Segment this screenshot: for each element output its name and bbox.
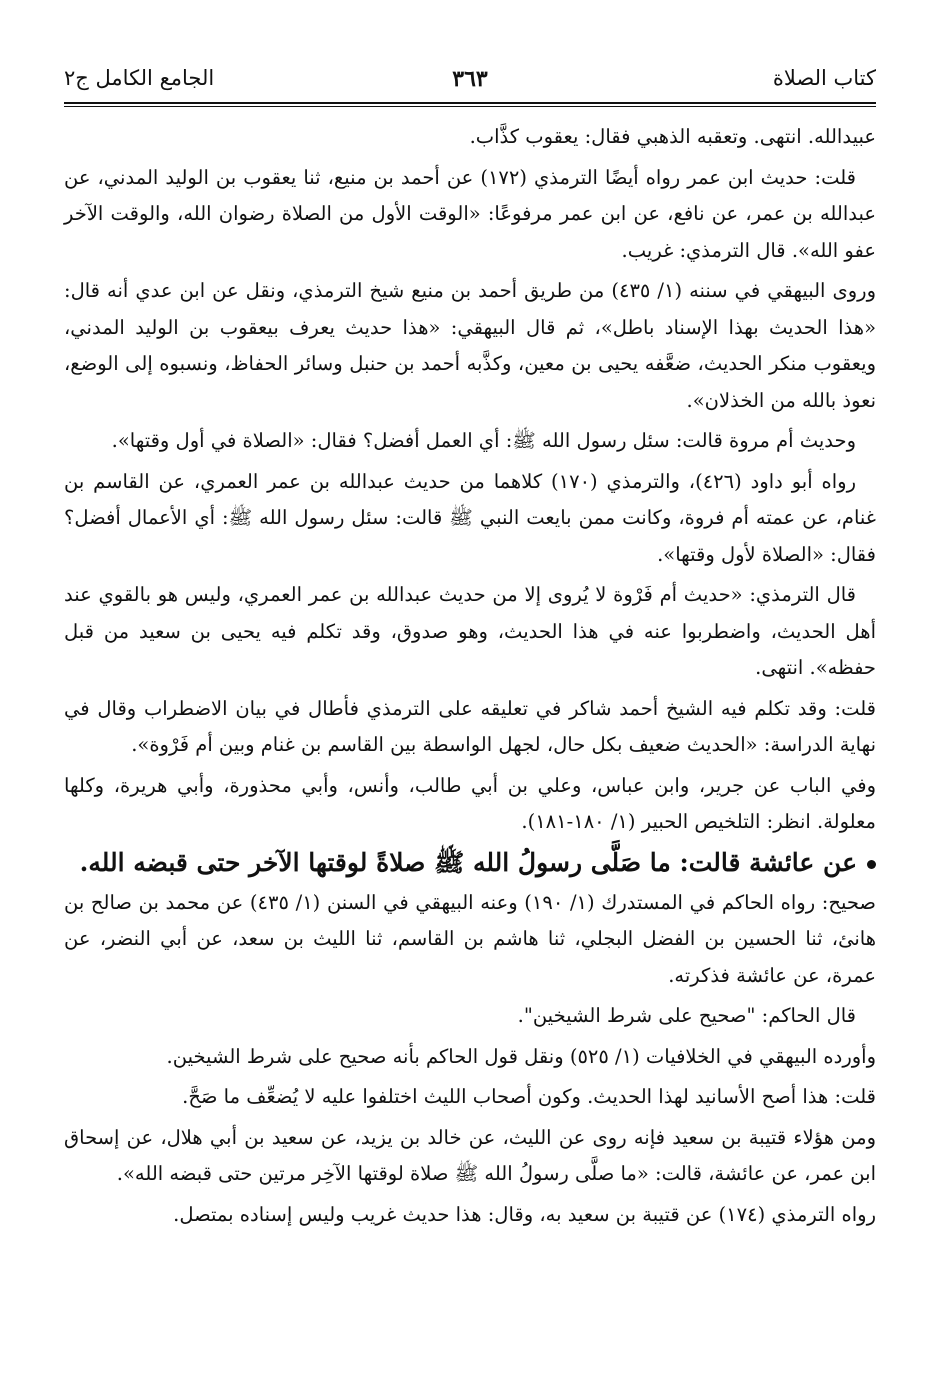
paragraph: وفي الباب عن جرير، وابن عباس، وعلي بن أبي طالب، وأنس، وأبي محذورة، وأبي هريرة، وكلها معلولة. انظر: التلخيص الحبير (١/ ١٨٠-١٨١). xyxy=(64,773,876,833)
paragraph: قلت: حديث ابن عمر رواه أيضًا الترمذي (١٧٢) عن أحمد بن منيع، ثنا يعقوب بن الوليد المدني، عن عبدالله بن عمر، عن نافع، عن ابن عمر مرفوعًا: «الوقت الأول من الصلاة رضوان الله، والوقت الآخر عفو الله». قال الترمذي: غريب. xyxy=(64,165,876,262)
hadith-heading xyxy=(64,843,876,883)
hadith-text: عن عائشة قالت: ما صَلَّى رسولُ الله ﷺ صلاةً لوقتها الآخر حتى قبضه الله. xyxy=(79,847,857,877)
paragraph: ومن هؤلاء قتيبة بن سعيد فإنه روى عن الليث، عن خالد بن يزيد، عن سعيد بن أبي هلال، عن إسحاق ابن عمر، عن عائشة، قالت: «ما صلَّى رسولُ الله ﷺ صلاة لوقتها الآخِر مرتين حتى قبضه الله». xyxy=(64,1125,876,1185)
paragraph: عبيدالله. انتهى. وتعقبه الذهبي فقال: يعقوب كذَّاب. xyxy=(469,125,876,148)
paragraph: وأورده البيهقي في الخلافيات (١/ ٥٢٥) ونقل قول الحاكم بأنه صحيح على شرط الشيخين. xyxy=(166,1044,876,1068)
header-rule-thin xyxy=(64,106,876,107)
paragraph: وروى البيهقي في سننه (١/ ٤٣٥) من طريق أحمد بن منيع شيخ الترمذي، ونقل عن ابن عدي أنه قال: «هذا الحديث بهذا الإسناد باطل»، ثم قال البيهقي: «هذا حديث يعرف بيعقوب بن الوليد المدني، ويعقوب منكر الحديث، ضعَّفه يحيى بن معين، وكذَّبه أحمد بن حنبل وسائر الحفاظ، ونسبوه إلى الوضع، نعوذ بالله من الخذلان». xyxy=(64,279,876,412)
paragraph: رواه أبو داود (٤٢٦)، والترمذي (١٧٠) كلاهما من حديث عبدالله بن عمر العمري، عن القاسم بن غنام، عن عمته أم فروة، وكانت ممن بايعت النبي ﷺ قالت: سئل رسول الله ﷺ: أي الأعمال أفضل؟ فقال: «الصلاة لأول وقتها». xyxy=(64,469,876,566)
chapter-title: كتاب الصلاة xyxy=(772,66,876,90)
paragraph: قال الترمذي: «حديث أم فَرْوة لا يُروى إلا من حديث عبدالله بن عمر العمري، وليس هو بالقوي عند أهل الحديث، واضطربوا عنه في هذا الحديث، وهو صدوق، وقد تكلم فيه يحيى بن سعيد من قبل حفظه». انتهى. xyxy=(64,583,876,679)
paragraph: وحديث أم مروة قالت: سئل رسول الله ﷺ: أي العمل أفضل؟ فقال: «الصلاة في أول وقتها». xyxy=(111,429,856,452)
header-rule xyxy=(64,102,876,104)
running-header xyxy=(64,58,876,98)
page-number: ٣٦٣ xyxy=(452,66,488,92)
paragraph: صحيح: رواه الحاكم في المستدرك (١/ ١٩٠) وعنه البيهقي في السنن (١/ ٤٣٥) عن محمد بن صالح بن هانئ، ثنا الحسين بن الفضل البجلي، ثنا هاشم بن القاسم، ثنا الليث بن سعد، عن أبي النضر، عن عمرة، عن عائشة فذكرته. xyxy=(64,890,876,987)
paragraph: قال الحاكم: "صحيح على شرط الشيخين". xyxy=(517,1004,856,1027)
paragraph: قلت: هذا أصح الأسانيد لهذا الحديث. وكون أصحاب الليث اختلفوا عليه لا يُضعِّف ما صَحَّ. xyxy=(182,1085,876,1108)
book-page xyxy=(64,58,876,1233)
paragraph: قلت: وقد تكلم فيه الشيخ أحمد شاكر في تعليقه على الترمذي فأطال في بيان الاضطراب وقال في نهاية الدراسة: «الحديث ضعيف بكل حال، لجهل الواسطة بين القاسم بن غنام وبين أم فَرْوة». xyxy=(64,696,876,756)
book-title: الجامع الكامل ج٢ xyxy=(64,66,215,90)
paragraph: رواه الترمذي (١٧٤) عن قتيبة بن سعيد به، وقال: هذا حديث غريب وليس إسناده بمتصل. xyxy=(173,1202,876,1226)
bullet-icon xyxy=(867,860,876,869)
